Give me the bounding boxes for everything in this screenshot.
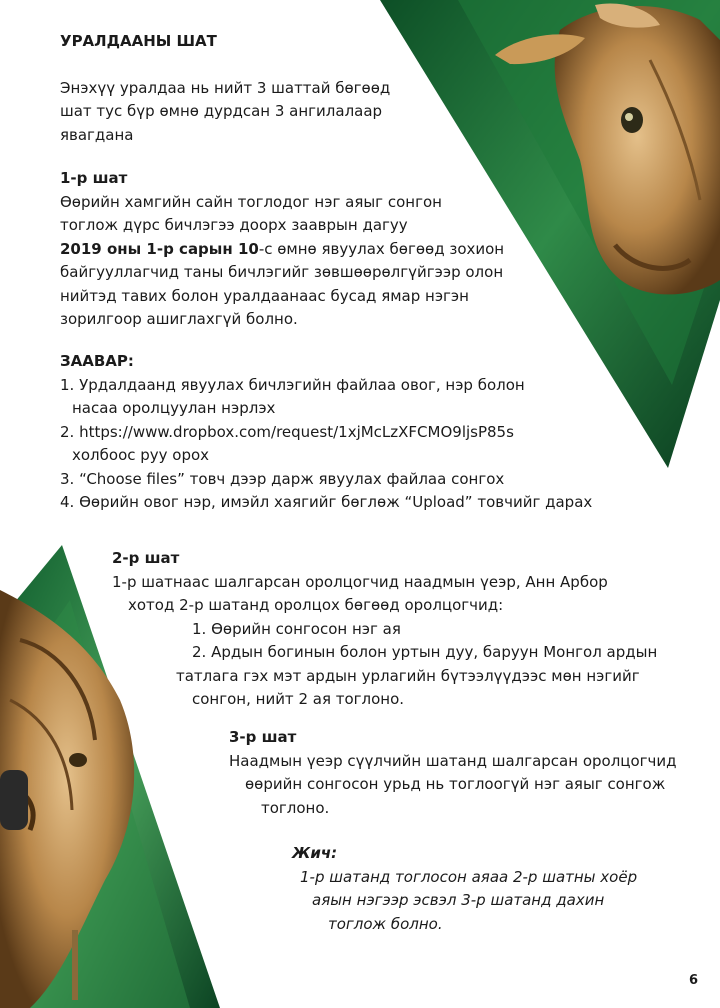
instruction-item-1-cont: насаа оролцуулан нэрлэх <box>72 399 276 417</box>
instructions-section <box>60 350 592 515</box>
stage1-line: нийтэд тавих болон уралдаанаас бусад ямар нэгэн <box>60 286 469 305</box>
stage3-heading: 3-р шат <box>229 728 297 746</box>
intro-line: шат тус бүр өмнө дурдсан 3 ангилалаар <box>60 102 383 120</box>
instruction-item-2-link[interactable]: 2. https://www.dropbox.com/request/1xjMcLzXFCMO9ljsP85s <box>60 422 514 441</box>
note-section <box>292 842 637 936</box>
stage3-line: тоглоно. <box>261 798 330 817</box>
stage1-deadline-rest: -с өмнө явуулах бөгөөд зохион <box>258 239 505 258</box>
stage2-line: 1-р шатнаас шалгарсан оролцогчид наадмын үеэр, Анн Арбор <box>112 572 608 591</box>
instruction-item-2-cont: холбоос руу орох <box>72 446 210 464</box>
stage3-line: Наадмын үеэр сүүлчийн шатанд шалгарсан оролцогчид <box>229 751 677 770</box>
stage1-section <box>60 167 504 332</box>
stage2-item-2-cont: татлага гэх мэт ардын урлагийн бүтээлүүдээс мөн нэгийг <box>176 666 640 685</box>
stage3-line: өөрийн сонгосон урьд нь тоглоогүй нэг аяыг сонгож <box>245 775 666 793</box>
stage2-item-2: 2. Ардын богинын болон уртын дуу, баруун Монгол ардын <box>192 643 658 661</box>
stage2-item-2-cont: сонгон, нийт 2 ая тоглоно. <box>192 690 405 708</box>
stage1-deadline: 2019 оны 1-р сарын 10 <box>60 239 259 258</box>
stage1-line: Өөрийн хамгийн сайн тоглодог нэг аяыг сонгон <box>60 192 442 211</box>
stage1-line: зорилгоор ашиглахгүй болно. <box>60 310 298 328</box>
instructions-heading: ЗААВАР: <box>60 352 134 370</box>
intro-line: явагдана <box>60 125 134 144</box>
page-title: УРАЛДААНЫ ШАТ <box>60 32 217 50</box>
page-number: 6 <box>688 973 698 988</box>
stage1-line: тоглож дүрс бичлэгээ доорх зааврын дагуу <box>60 216 408 234</box>
stage2-section <box>112 547 657 712</box>
instruction-item-3: 3. “Choose files” товч дээр дарж явуулах файлаа сонгох <box>60 469 505 488</box>
stage1-heading: 1-р шат <box>60 169 128 187</box>
stage3-section <box>229 726 677 820</box>
stage1-line: байгууллагчид таны бичлэгийг зөвшөөрөлгүйгээр олон <box>60 263 504 281</box>
note-line: аяын нэгээр эсвэл 3-р шатанд дахин <box>312 891 605 909</box>
intro-line: Энэхүү уралдаа нь нийт 3 шаттай бөгөөд <box>60 78 391 97</box>
stage2-item-1: 1. Өөрийн сонгосон нэг ая <box>192 619 401 638</box>
intro-section <box>60 30 390 147</box>
stage2-line: хотод 2-р шатанд оролцох бөгөөд оролцогчид: <box>128 596 504 614</box>
instruction-item-4: 4. Өөрийн овог нэр, имэйл хаягийг бөглөж “Upload” товчийг дарах <box>60 493 593 511</box>
note-heading: Жич: <box>292 844 338 862</box>
stage1-deadline-line <box>60 238 504 262</box>
instruction-item-1: 1. Урдалдаанд явуулах бичлэгийн файлаа овог, нэр болон <box>60 375 525 394</box>
note-line: тоглож болно. <box>328 914 443 933</box>
stage2-heading: 2-р шат <box>112 549 180 567</box>
note-line: 1-р шатанд тоглосон аяаа 2-р шатны хоёр <box>300 867 638 886</box>
